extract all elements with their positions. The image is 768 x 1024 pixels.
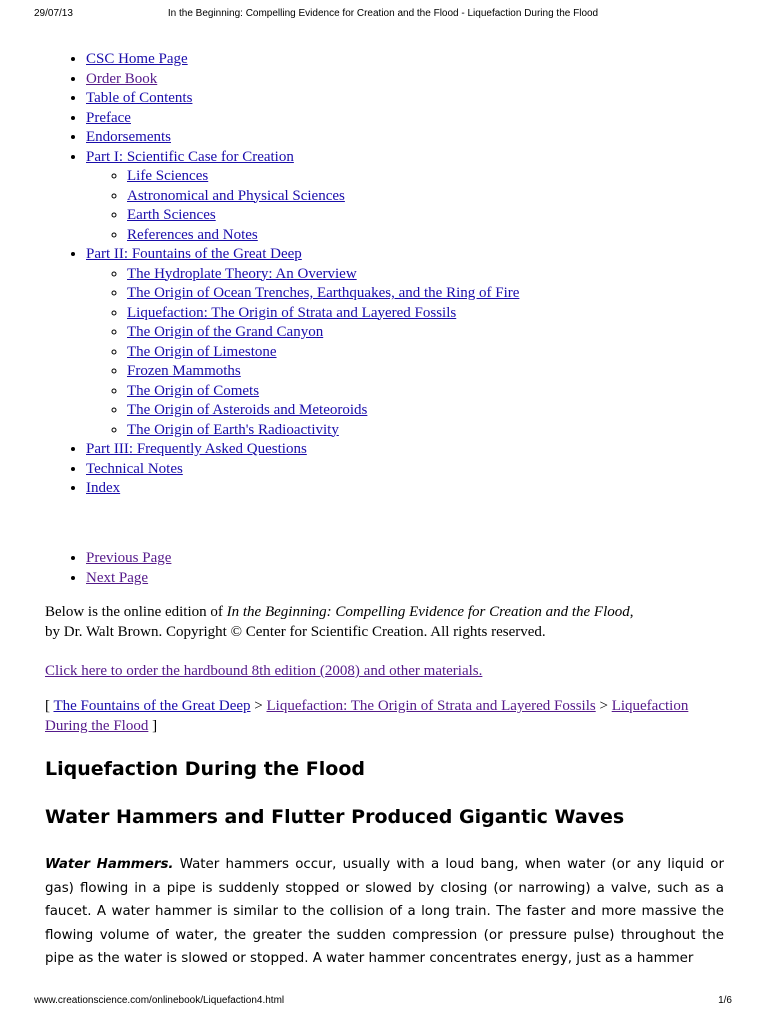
nav-item-endorsements xyxy=(86,128,519,148)
part2-item xyxy=(127,382,519,402)
pager xyxy=(45,548,171,588)
site-navigation xyxy=(45,50,519,499)
nav-link-earth-sciences[interactable]: Earth Sciences xyxy=(127,207,216,223)
breadcrumb-link-current[interactable]: Liquefaction During the Flood xyxy=(45,698,689,734)
paragraph-text: Water hammers occur, usually with a loud bang, when water (or any liquid or gas) flowing in a pipe is suddenly stopped or slowed by closing (or narrowing) a valve, such as a faucet. A water hammer is similar to the collision of a long train. The faster and more massive the flowing volume of water, the greater the sudden compression (or pressure pulse) throughout the pipe as the water is slowed or stopped. A water hammer concentrates energy, just as a hammer xyxy=(45,857,724,967)
nav-item-part2 xyxy=(86,245,519,440)
nav-link-references-notes[interactable]: References and Notes xyxy=(127,226,258,243)
nav-link-hydroplate-overview[interactable]: The Hydroplate Theory: An Overview xyxy=(127,265,357,282)
part1-sublist xyxy=(86,167,519,245)
nav-link-comets[interactable]: The Origin of Comets xyxy=(127,382,260,399)
nav-link-index[interactable]: Index xyxy=(86,480,121,496)
nav-item-toc xyxy=(86,89,519,109)
nav-link-table-of-contents[interactable]: Table of Contents xyxy=(86,90,193,106)
part1-item xyxy=(127,167,519,187)
intro-text xyxy=(45,603,735,642)
nav-link-ocean-trenches[interactable]: The Origin of Ocean Trenches, Earthquakes, and the Ring of Fire xyxy=(127,285,520,301)
intro-copyright: by Dr. Walt Brown. Copyright © Center for Scientific Creation. All rights reserved. xyxy=(45,623,546,640)
nav-link-part2[interactable]: Part II: Fountains of the Great Deep xyxy=(86,246,302,262)
part2-item xyxy=(127,401,519,421)
nav-item-part3 xyxy=(86,440,519,460)
nav-link-technical-notes[interactable]: Technical Notes xyxy=(86,460,183,477)
order-line xyxy=(45,662,482,682)
nav-link-home[interactable]: CSC Home Page xyxy=(86,51,188,67)
nav-link-limestone[interactable]: The Origin of Limestone xyxy=(127,343,277,360)
nav-link-endorsements[interactable]: Endorsements xyxy=(86,129,171,145)
breadcrumb-separator: > xyxy=(250,698,267,714)
part2-item xyxy=(127,284,519,304)
next-page-link[interactable]: Next Page xyxy=(86,570,149,586)
part2-sublist xyxy=(86,265,519,441)
print-url: www.creationscience.com/onlinebook/Liquefaction4.html xyxy=(34,995,285,1006)
print-page-title: In the Beginning: Compelling Evidence for Creation and the Flood - Liquefaction During the Flood xyxy=(167,8,599,19)
nav-item-home xyxy=(86,50,519,70)
nav-link-frozen-mammoths[interactable]: Frozen Mammoths xyxy=(127,363,241,379)
order-hardbound-link[interactable]: Click here to order the hardbound 8th edition (2008) and other materials. xyxy=(45,663,483,679)
part2-item xyxy=(127,304,519,324)
intro-suffix: , xyxy=(629,604,634,620)
nav-item-order-book xyxy=(86,70,519,90)
nav-link-astronomical-physical[interactable]: Astronomical and Physical Sciences xyxy=(127,187,345,204)
intro-book-title: In the Beginning: Compelling Evidence for Creation and the Flood xyxy=(226,604,630,620)
part2-item xyxy=(127,265,519,285)
breadcrumb xyxy=(45,697,725,736)
print-date: 29/07/13 xyxy=(34,8,73,19)
page-title: Liquefaction During the Flood xyxy=(45,758,366,780)
part2-item xyxy=(127,362,519,382)
nav-link-preface[interactable]: Preface xyxy=(86,109,131,126)
nav-link-order-book[interactable]: Order Book xyxy=(86,70,158,87)
part1-item xyxy=(127,206,519,226)
nav-link-grand-canyon[interactable]: The Origin of the Grand Canyon xyxy=(127,324,324,340)
part1-item xyxy=(127,226,519,246)
section-title: Water Hammers and Flutter Produced Gigantic Waves xyxy=(45,806,625,828)
nav-item-preface xyxy=(86,109,519,129)
breadcrumb-link-fountains[interactable]: The Fountains of the Great Deep xyxy=(53,698,251,714)
breadcrumb-link-liquefaction[interactable]: Liquefaction: The Origin of Strata and Layered Fossils xyxy=(266,698,596,714)
part1-item xyxy=(127,187,519,207)
nav-item-technical-notes xyxy=(86,460,519,480)
part2-item xyxy=(127,421,519,441)
nav-link-liquefaction[interactable]: Liquefaction: The Origin of Strata and Layered Fossils xyxy=(127,304,457,321)
print-footer xyxy=(34,995,732,1009)
nav-link-part3[interactable]: Part III: Frequently Asked Questions xyxy=(86,441,307,457)
body-paragraph xyxy=(45,853,724,971)
pager-item-previous xyxy=(86,548,171,568)
part2-item xyxy=(127,343,519,363)
intro-prefix: Below is the online edition of xyxy=(45,604,227,620)
pager-item-next xyxy=(86,568,171,588)
paragraph-lead: Water Hammers. xyxy=(45,857,174,872)
nav-link-part1[interactable]: Part I: Scientific Case for Creation xyxy=(86,148,294,165)
print-header xyxy=(34,8,732,22)
nav-link-life-sciences[interactable]: Life Sciences xyxy=(127,168,209,184)
breadcrumb-separator: > xyxy=(595,698,612,714)
part2-item xyxy=(127,323,519,343)
breadcrumb-close: ] xyxy=(148,717,158,734)
previous-page-link[interactable]: Previous Page xyxy=(86,550,172,566)
nav-link-radioactivity[interactable]: The Origin of Earth's Radioactivity xyxy=(127,421,339,438)
nav-link-asteroids-meteoroids[interactable]: The Origin of Asteroids and Meteoroids xyxy=(127,402,368,418)
print-page-number: 1/6 xyxy=(718,995,732,1006)
nav-item-index xyxy=(86,479,519,499)
nav-item-part1 xyxy=(86,148,519,246)
breadcrumb-open: [ xyxy=(45,698,54,714)
